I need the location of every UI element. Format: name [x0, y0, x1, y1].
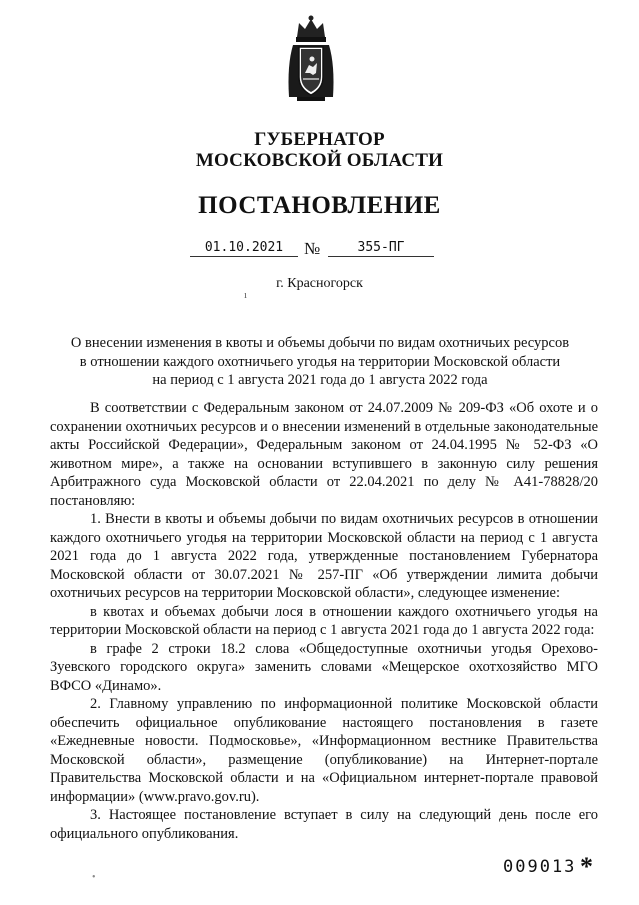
document-subject [50, 334, 590, 390]
body-paragraph: 1. Внести в квоты и объемы добычи по видам охотничьих ресурсов в отношении каждого охотничьего угодья на территории Московской области на период с 1 августа 2021 года до 1 августа 2022 года, утвержденные постановлением Губернатора Московской области от 30.07.2021 № 257-ПГ «Об утверждении лимита добычи охотничьих ресурсов на территории Московской области», следующее изменение: [50, 511, 598, 601]
document-type: ПОСТАНОВЛЕНИЕ [198, 192, 441, 219]
stray-dot: • [92, 872, 96, 883]
document-body [50, 399, 598, 843]
date-number-line [0, 240, 639, 266]
document-number: 355-ПГ [328, 240, 434, 257]
stray-mark: ı [244, 289, 248, 301]
subject-line: на период с 1 августа 2021 года до 1 августа 2022 года [152, 372, 488, 388]
body-paragraph: В соответствии с Федеральным законом от 24.07.2009 № 209-ФЗ «Об охоте и о сохранении охотничьих ресурсов и о внесении изменений в отдельные законодательные акты Российской Федерации», Федеральным законом от 24.04.1995 № 52-ФЗ «О животном мире», а также на основании вступившего в законную силу решения Арбитражного суда Московской области от 22.04.2021 по делу № А41-78828/20 постановляю: [50, 400, 598, 509]
body-paragraph: 3. Настоящее постановление вступает в силу на следующий день после его официального опубликования. [50, 807, 598, 842]
subject-line: в отношении каждого охотничьего угодья на территории Московской области [79, 353, 561, 370]
subject-line: О внесении изменения в квоты и объемы добычи по видам охотничьих ресурсов [70, 335, 570, 351]
body-paragraph: 2. Главному управлению по информационной политике Московской области обеспечить официальное опубликование настоящего постановления в газете «Ежедневные новости. Подмосковье», «Информационном вестнике Правительства Московской области», размещение (опубликование) на Интернет-портале Правительства Московской области и на «Официальном интернет-портале правовой информации» (www.pravo.gov.ru). [50, 696, 598, 805]
body-paragraph: в графе 2 строки 18.2 слова «Общедоступные охотничьи угодья Орехово-Зуевского городского округа» заменить словами «Мещерское охотхозяйство МГО ВФСО «Динамо». [50, 640, 598, 694]
document-date: 01.10.2021 [190, 240, 298, 257]
coat-of-arms-emblem [283, 15, 339, 105]
body-paragraph: в квотах и объемах добычи лося в отношении каждого охотничьего угодья на территории Московской области на период с 1 августа 2021 года до 1 августа 2022 года: [50, 603, 598, 638]
org-title-line1: ГУБЕРНАТОР [254, 129, 385, 150]
city: г. Красногорск [276, 276, 363, 291]
org-title-line2: МОСКОВСКОЙ ОБЛАСТИ [195, 150, 444, 171]
serial-number: 009013 [503, 857, 577, 877]
number-sign: № [304, 239, 321, 258]
star-mark: * [580, 852, 593, 881]
